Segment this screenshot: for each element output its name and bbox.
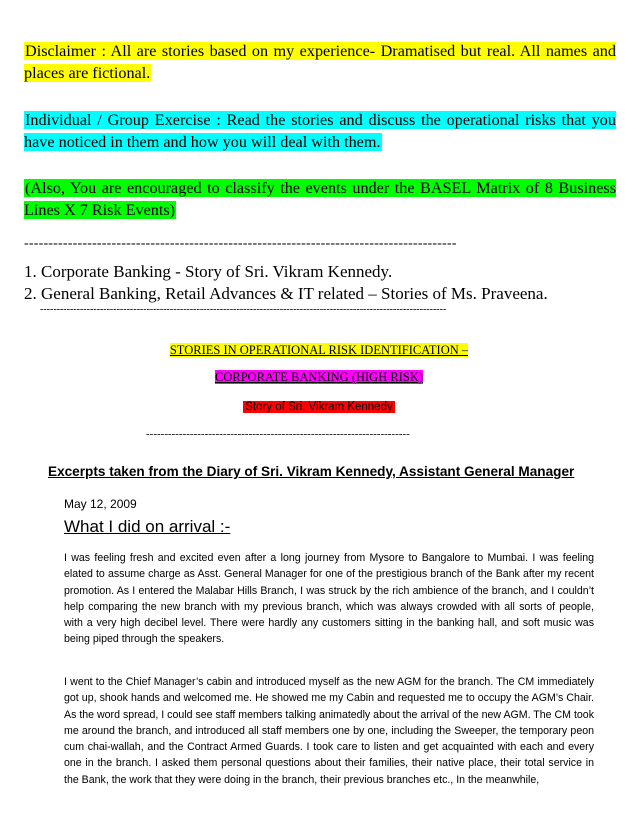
list-item-corporate: 1. Corporate Banking - Story of Sri. Vikram Kennedy.: [24, 262, 393, 281]
disclaimer-text: Disclaimer : All are stories based on my experience- Dramatised but real. All names and places are fictional.: [24, 42, 616, 82]
paragraph: I went to the Chief Manager’s cabin and introduced myself as the new AGM for the branch. The CM immediately got up, shook hands and welcomed me. He showed me my Cabin and requested me to occupy the AGM’s Chair. As the word spread, I could see staff members talking animatedly about the arrival of the new AGM. The CM took me around the branch, and introduced all staff members one by one, including the Sweeper, the temporary peon cum chai-wallah, and the Contract Armed Guards. I took care to listen and get acquainted with each and every one in the branch. I asked them personal questions about their families, their native place, their total service in the Bank, the work that they were doing in the branch, their previous branches etc., In the meanwhile,: [64, 676, 594, 786]
excerpts-heading: Excerpts taken from the Diary of Sri. Vikram Kennedy, Assistant General Manager: [48, 464, 575, 479]
exercise-block: [24, 109, 616, 153]
corporate-title: [0, 369, 638, 385]
vikram-title: [0, 398, 638, 415]
disclaimer-block: [24, 40, 616, 84]
list-item-general: 2. General Banking, Retail Advances & IT related – Stories of Ms. Praveena.: [24, 284, 548, 303]
paragraph: I was feeling fresh and excited even after a long journey from Mysore to Bangalore to Mumbai. I was feeling elated to assume charge as Asst. General Manager for one of the prestigious branch of the Bank after my recent promotion. As I entered the Malabar Hills Branch, I was struck by the rich ambience of the branch, and I couldn’t help comparing the new branch with my previous branch, which was always crowded with all sorts of people, with a very high decibel level. There were hardly any customers sitting in the banking hall, and soft music was being piped through the speakers.: [64, 552, 594, 646]
diary-date: May 12, 2009: [64, 497, 137, 511]
basel-note-text: (Also, You are encouraged to classify the events under the BASEL Matrix of 8 Business Lines X 7 Risk Events): [24, 179, 616, 219]
corporate-title-text: CORPORATE BANKING (HIGH RISK): [215, 370, 423, 384]
basel-note-block: [24, 177, 616, 221]
section-heading: What I did on arrival :-: [64, 517, 231, 536]
stories-title: [0, 342, 638, 358]
divider-mid: --------------------------------------------------------------------------------------------------------------------------: [40, 304, 447, 315]
divider-top: -----------------------------------------------------------------------------------------: [24, 236, 457, 251]
divider-low: ------------------------------------------------------------------------: [146, 428, 410, 440]
stories-title-text: STORIES IN OPERATIONAL RISK IDENTIFICATION –: [169, 343, 469, 357]
exercise-text: Individual / Group Exercise : Read the stories and discuss the operational risks that you have noticed in them and how you will deal with them.: [24, 111, 616, 151]
vikram-title-text: Story of Sri. Vikram Kennedy: [245, 401, 393, 413]
